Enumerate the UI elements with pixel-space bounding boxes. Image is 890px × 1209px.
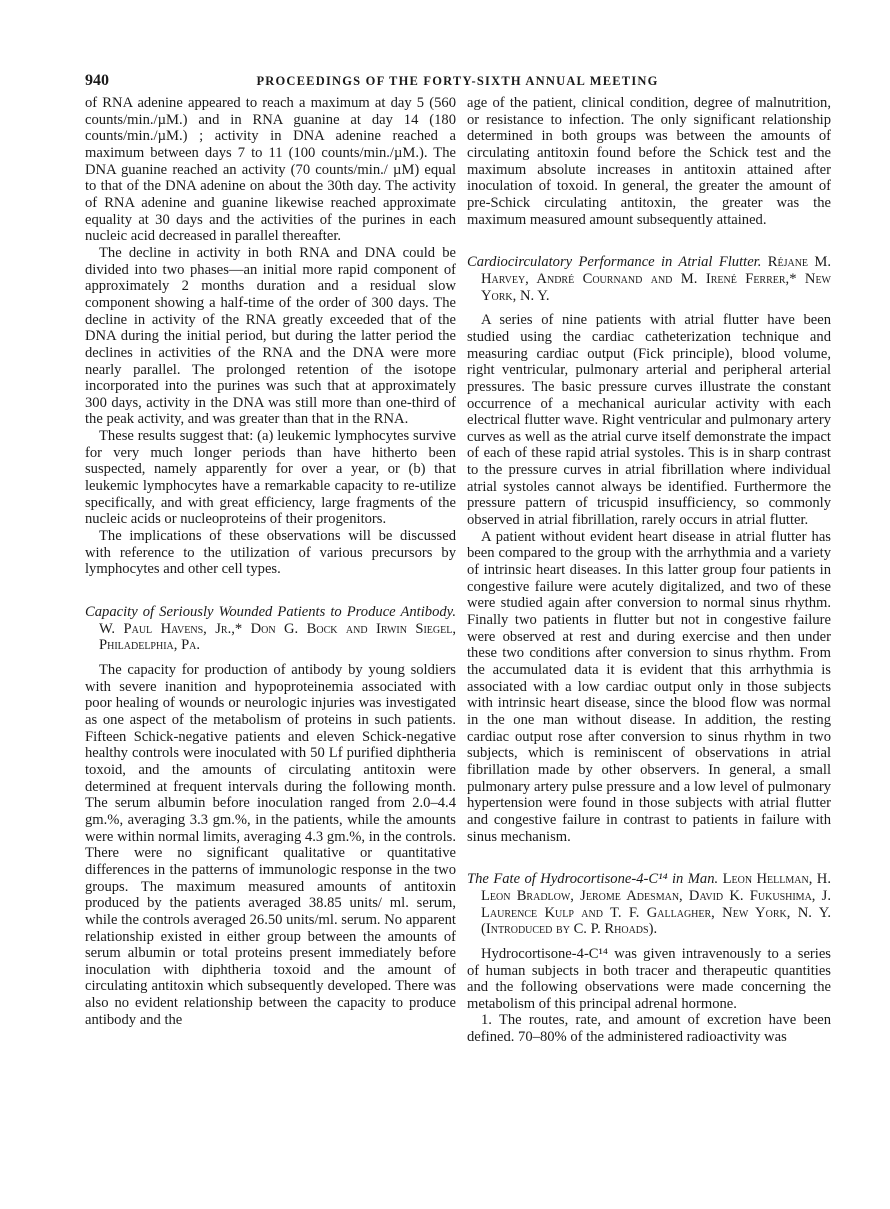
article-title: Cardiocirculatory Performance in Atrial Flutter. — [467, 254, 762, 271]
paragraph: These results suggest that: (a) leukemic lymphocytes survive for very much longer periods than have hitherto been suspected, namely apparently for over a year, or (b) that leukemic lymphocytes have a remarkable capacity to re-utilize specifically, and with great efficiency, large fragments of the nucleic acids or nucleoproteins of their progenitors. — [85, 428, 456, 528]
spacer — [85, 654, 456, 662]
running-title: PROCEEDINGS OF THE FORTY-SIXTH ANNUAL MEETING — [256, 74, 659, 88]
paragraph: The decline in activity in both RNA and DNA could be divided into two phases—an initial more rapid component of approximately 2 months duration and a residual slow component showing a half-time of the order of 300 days. The decline in activity of the RNA greatly exceeded that of the DNA during the initial period, but during the latter period the declines in activities of the RNA and the DNA were more nearly parallel. The prolonged retention of the isotope incorporated into the purines was such that at approximately 300 days, activity in the DNA was still more than one-third of the peak activity, and was greater than that in the RNA. — [85, 244, 456, 428]
spacer — [467, 304, 831, 312]
page-number: 940 — [85, 72, 109, 89]
article-authors: W. Paul Havens, Jr.,* Don G. Bock and Irwin Siegel, Philadelphia, Pa. — [99, 620, 456, 654]
article-heading — [467, 871, 831, 938]
page-header — [85, 72, 830, 92]
paragraph: age of the patient, clinical condition, degree of malnutrition, or resistance to infection. The only significant relationship determined in both groups was between the amounts of circulating antitoxin found before the Schick test and the maximum absolute increases in antitoxin attained after inoculation of toxoid. In general, the greater the amount of pre-Schick circulating antitoxin, the greater was the maximum measured amount subsequently attained. — [467, 95, 831, 228]
article-heading — [467, 254, 831, 304]
right-column — [467, 95, 831, 1046]
paragraph: Hydrocortisone-4-C¹⁴ was given intravenously to a series of human subjects in both tracer and therapeutic quantities and the following observations were made concerning the metabolism of this principal adrenal hormone. — [467, 945, 831, 1012]
paragraph: A patient without evident heart disease in atrial flutter has been compared to the group with the arrhythmia and a variety of intrinsic heart diseases. In this latter group four patients in congestive failure were acutely digitalized, and two of these were studied again after conversion to normal sinus rhythm. Finally two patients in flutter but not in congestive failure were observed at rest and during exercise and then under these two conditions after conversion to sinus rhythm. From the accumulated data it is evident that this arrhythmia is associated with a low cardiac output only in those subjects with intrinsic heart disease, since the blood flow was normal in the one man without disease. In addition, the resting cardiac output rose after conversion to sinus rhythm in two subjects, which is reminiscent of observations in atrial fibrillation made by other observers. In general, a small pulmonary artery pulse pressure and a low level of pulmonary hypertension were found in those subjects with atrial flutter and congestive failure in contrast to patients in failure with sinus mechanism. — [467, 528, 831, 845]
article-title: Capacity of Seriously Wounded Patients to Produce Antibody. — [85, 604, 456, 621]
spacer — [467, 845, 831, 871]
article-authors: Réjane M. Harvey, André Cournand and M. Irené Ferrer,* New York, N. Y. — [481, 254, 831, 304]
left-column — [85, 95, 456, 1028]
paragraph: A series of nine patients with atrial flutter have been studied using the cardiac catheterization technique and measuring cardiac output (Fick principle), blood volume, right ventricular, pulmonary arterial and peripheral arterial pressures. The basic pressure curves illustrate the constant occurrence of a mechanical auricular activity with each electrical flutter wave. Right ventricular and pulmonary artery curves as well as the atrial curve itself demonstrate the impact of each of these rapid atrial systoles. This is in sharp contrast to the pressure curves in atrial fibrillation where individual atrial systoles cannot always be identified. Furthermore the pressure pattern of tricuspid insufficiency, so commonly observed in atrial fibrillation, rarely occurs in atrial flutter. — [467, 312, 831, 529]
paragraph: The implications of these observations will be discussed with reference to the utilization of various precursors by lymphocytes and other cell types. — [85, 528, 456, 578]
article-heading — [85, 604, 456, 654]
spacer — [85, 578, 456, 604]
paragraph: of RNA adenine appeared to reach a maximum at day 5 (560 counts/min./µM.) and in RNA guanine at day 14 (180 counts/min./µM.) ; activity in DNA adenine reached a maximum between days 7 to 11 (100 counts/min./µM.). The DNA guanine reached an activity (70 counts/min./ µM) equal to that of the DNA adenine on about the 30th day. The activity of RNA adenine and guanine likewise reached approximate equality at 30 days and the activities of the purines in each nucleic acid decreased in parallel thereafter. — [85, 95, 456, 245]
spacer — [467, 228, 831, 254]
paragraph: 1. The routes, rate, and amount of excretion have been defined. 70–80% of the administered radioactivity was — [467, 1012, 831, 1046]
spacer — [467, 938, 831, 946]
paragraph: The capacity for production of antibody by young soldiers with severe inanition and hypoproteinemia associated with poor healing of wounds or neurologic injuries was investigated as one aspect of the metabolism of proteins in such patients. Fifteen Schick-negative patients and eleven Schick-negative healthy controls were inoculated with 50 Lf purified diphtheria toxoid, and the amounts of circulating antitoxin were determined at frequent intervals during the following month. The serum albumin before inoculation ranged from 2.0–4.4 gm.%, averaging 3.3 gm.%, in the patients, while the amounts were within normal limits, averaging 4.3 gm.%, in the controls. There were no significant qualitative or quantitative differences in the patterns of immunologic response in the two groups. The maximum measured amounts of antitoxin produced by the patients averaged 38.85 units/ ml. serum, while the controls averaged 26.50 units/ml. serum. No apparent relationship existed in either group between the amounts of serum albumin or total proteins present immediately before inoculation with diphtheria toxoid and the amount of circulating antitoxin which subsequently developed. There was also no evident relationship between the capacity to produce antibody and the — [85, 662, 456, 1028]
article-title: The Fate of Hydrocortisone-4-C¹⁴ in Man. — [467, 871, 719, 888]
article-authors: Leon Hellman, H. Leon Bradlow, Jerome Adesman, David K. Fukushima, J. Laurence Kulp and T. F. Gallagher, New York, N. Y. (Introduced by C. P. Rhoads). — [481, 871, 831, 938]
